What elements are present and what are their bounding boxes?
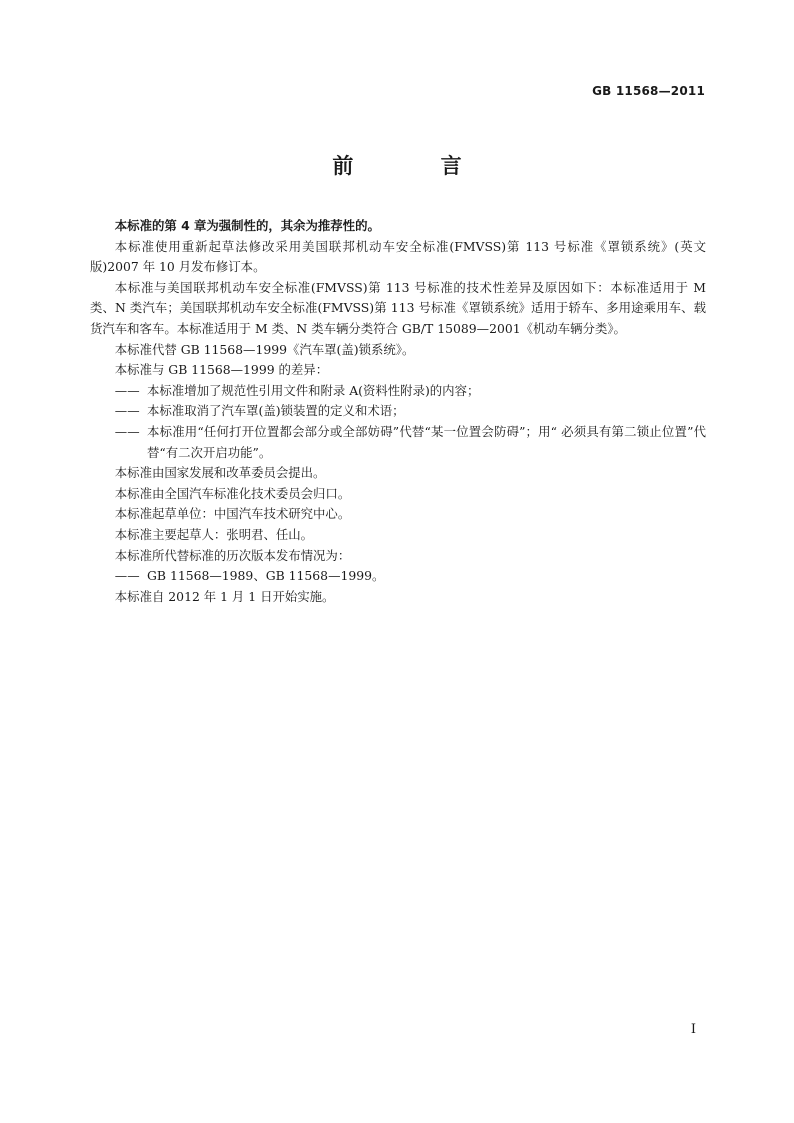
history-text: GB 11568—1989、GB 11568—1999。 (147, 568, 385, 584)
differences-intro-paragraph: 本标准与 GB 11568—1999 的差异： (114, 362, 329, 378)
history-intro-paragraph: 本标准所代替标准的历次版本发布情况为： (114, 547, 351, 563)
difference-list-item (90, 381, 706, 402)
difference-text: 本标准增加了规范性引用文件和附录 A(资料性附录)的内容； (147, 382, 480, 398)
technical-differences-paragraph: 本标准与美国联邦机动车安全标准(FMVSS)第 113 号标准的技术性差异及原因如下：本标准适用于 M 类、N 类汽车；美国联邦机动车安全标准(FMVSS)第 113 号标准《罩锁系统》适用于轿车、多用途乘用车、载货汽车和客车。本标准适用于 M 类、N 类车辆分类符合 GB/T 15089—2001《机动车辆分类》。 (90, 279, 706, 336)
difference-text: 本标准用“任何打开位置都会部分或全部妨碍”代替“某一位置会防碍”；用“ 必须具有第二锁止位置”代替“有二次开启功能”。 (147, 423, 706, 460)
drafting-method-paragraph: 本标准使用重新起草法修改采用美国联邦机动车安全标准(FMVSS)第 113 号标准《罩锁系统》(英文版)2007 年 10 月发布修订本。 (90, 238, 706, 275)
effective-date-paragraph: 本标准自 2012 年 1 月 1 日开始实施。 (114, 588, 335, 604)
dash-mark: —— (114, 403, 140, 419)
proposer-paragraph: 本标准由国家发展和改革委员会提出。 (114, 465, 326, 481)
foreword-body (90, 216, 706, 607)
committee-paragraph: 本标准由全国汽车标准化技术委员会归口。 (114, 485, 351, 501)
difference-list-item (90, 401, 706, 422)
page-number: I (690, 1022, 696, 1037)
history-list-item (90, 566, 706, 587)
mandatory-clause-paragraph: 本标准的第 4 章为强制性的，其余为推荐性的。 (114, 218, 380, 233)
dash-mark: —— (114, 423, 140, 439)
dash-mark: —— (114, 382, 140, 398)
drafters-paragraph: 本标准主要起草人：张明君、任山。 (114, 526, 314, 542)
drafting-unit-paragraph: 本标准起草单位：中国汽车技术研究中心。 (114, 506, 351, 522)
standard-code: GB 11568—2011 (592, 84, 705, 98)
difference-text: 本标准取消了汽车罩(盖)锁装置的定义和术语； (147, 403, 405, 419)
difference-list-item (90, 422, 706, 463)
dash-mark: —— (114, 568, 140, 584)
page-title: 前 言 (332, 154, 502, 178)
replaces-paragraph: 本标准代替 GB 11568—1999《汽车罩(盖)锁系统》。 (114, 341, 415, 357)
